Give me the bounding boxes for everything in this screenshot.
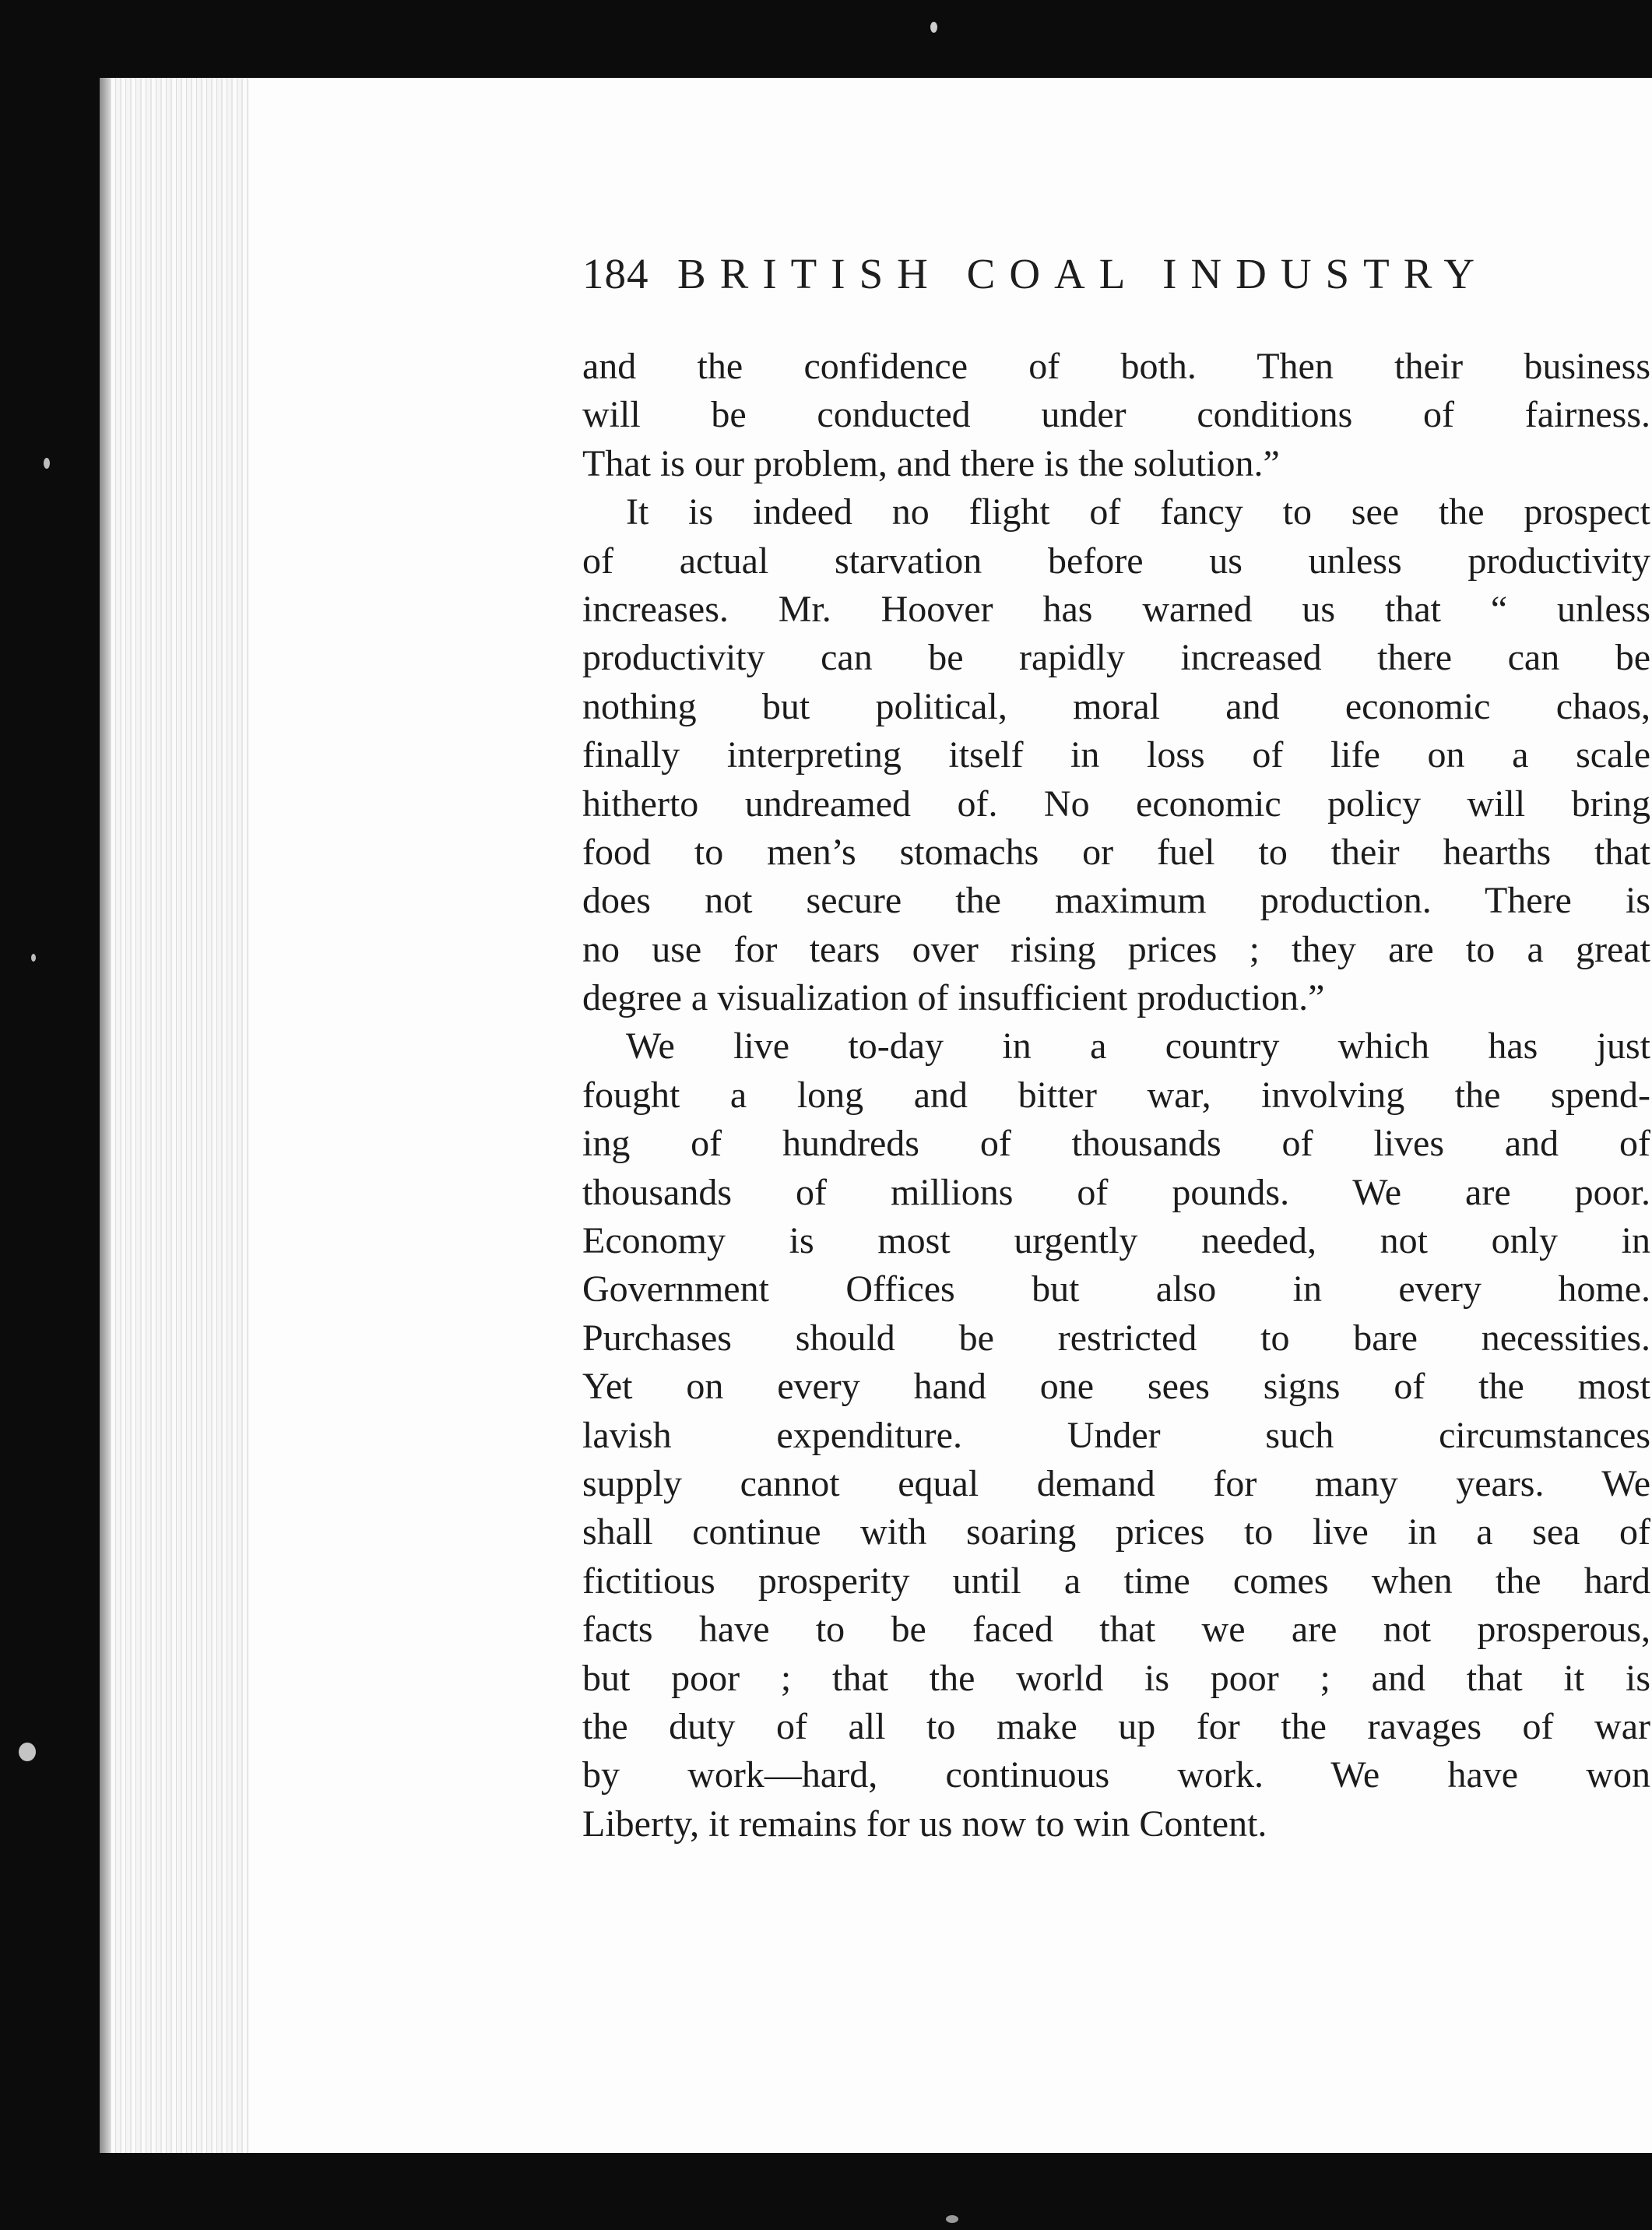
text-line: That is our problem, and there is the solution.” <box>582 442 1280 484</box>
text-line: lavish expenditure. Under such circumstances <box>582 1414 1650 1456</box>
scan-speck <box>31 954 36 962</box>
text-line: Government Offices but also in every home. <box>582 1268 1650 1310</box>
text-line: by work—hard, continuous work. We have won <box>582 1754 1650 1796</box>
text-line: hitherto undreamed of. No economic policy will bring <box>582 783 1650 825</box>
text-column <box>582 249 1650 1848</box>
text-line: thousands of millions of pounds. We are poor. <box>582 1171 1650 1213</box>
text-line: We live to-day in a country which has just <box>626 1025 1650 1068</box>
book-page <box>100 78 1652 2153</box>
text-line: facts have to be faced that we are not prosperous, <box>582 1609 1650 1651</box>
text-line: shall continue with soaring prices to live in a sea of <box>582 1511 1650 1553</box>
text-line: Yet on every hand one sees signs of the most <box>582 1366 1650 1408</box>
text-line: increases. Mr. Hoover has warned us that “ unless <box>582 588 1650 630</box>
text-line: degree a visualization of insufficient production.” <box>582 977 1325 1019</box>
text-line: Economy is most urgently needed, not only in <box>582 1220 1650 1262</box>
text-line: and the confidence of both. Then their business <box>582 346 1650 387</box>
page-number: 184 <box>582 250 649 297</box>
text-line: It is indeed no flight of fancy to see the prospect <box>626 491 1650 533</box>
text-line: the duty of all to make up for the ravages of war <box>582 1705 1650 1747</box>
text-line: Purchases should be restricted to bare necessities. <box>582 1317 1650 1359</box>
scan-speck <box>930 22 937 33</box>
text-line: Liberty, it remains for us now to win Content. <box>582 1803 1267 1845</box>
text-line: fictitious prosperity until a time comes when the hard <box>582 1560 1650 1602</box>
scan-speck <box>946 2215 958 2223</box>
text-line: finally interpreting itself in loss of life on a scale <box>582 734 1650 776</box>
text-line: productivity can be rapidly increased there can be <box>582 637 1650 679</box>
text-line: does not secure the maximum production. There is <box>582 880 1650 922</box>
text-line: fought a long and bitter war, involving the spend- <box>582 1074 1650 1116</box>
scan-speck <box>19 1743 36 1761</box>
text-line: nothing but political, moral and economic chaos, <box>582 685 1650 727</box>
text-line: of actual starvation before us unless productivity <box>582 540 1650 582</box>
running-title: BRITISH COAL INDUSTRY <box>677 250 1489 297</box>
text-line: no use for tears over rising prices ; they are to a great <box>582 928 1650 970</box>
text-line: will be conducted under conditions of fairness. <box>582 394 1650 436</box>
page-stack-edge <box>100 78 249 2153</box>
text-line: food to men’s stomachs or fuel to their hearths that <box>582 831 1650 873</box>
scan-speck <box>44 458 50 469</box>
text-line: but poor ; that the world is poor ; and that it is <box>582 1657 1650 1699</box>
running-head <box>582 249 1650 311</box>
binding-shadow <box>100 78 111 2153</box>
text-line: supply cannot equal demand for many years. We <box>582 1462 1650 1504</box>
text-line: ing of hundreds of thousands of lives and of <box>582 1123 1650 1165</box>
